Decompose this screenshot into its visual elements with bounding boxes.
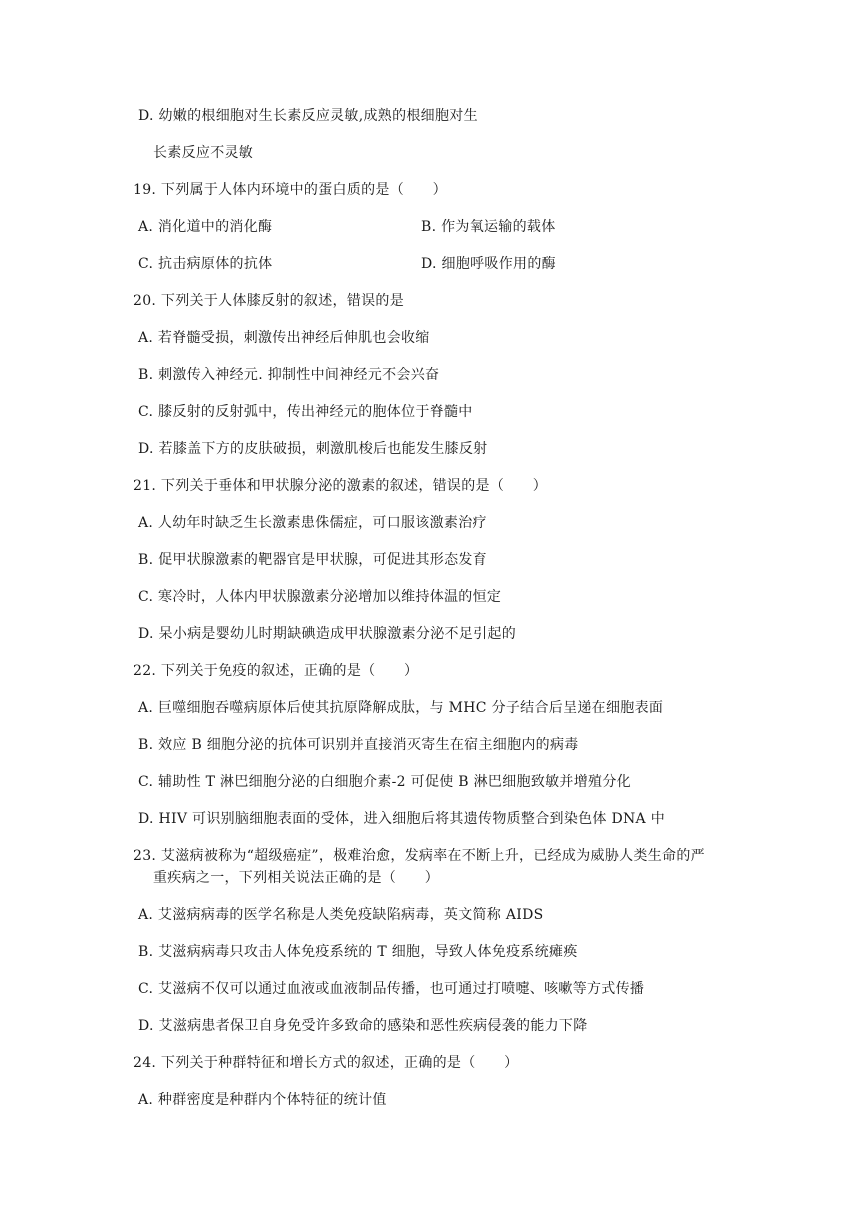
question-21-option-b: B. 促甲状腺激素的靶器官是甲状腺，可促进其形态发育 bbox=[138, 552, 487, 568]
question-21-option-d: D. 呆小病是婴幼儿时期缺碘造成甲状腺激素分泌不足引起的 bbox=[138, 626, 517, 642]
question-19-stem: 19. 下列属于人体内环境中的蛋白质的是（ ） bbox=[133, 182, 447, 198]
question-23-option-a: A. 艾滋病病毒的医学名称是人类免疫缺陷病毒，英文简称 AIDS bbox=[138, 907, 544, 923]
question-21-option-a: A. 人幼年时缺乏生长激素患侏儒症，可口服该激素治疗 bbox=[138, 515, 487, 531]
question-23-option-c: C. 艾滋病不仅可以通过血液或血液制品传播，也可通过打喷嚏、咳嗽等方式传播 bbox=[138, 981, 645, 997]
question-21-stem: 21. 下列关于垂体和甲状腺分泌的激素的叙述，错误的是（ ） bbox=[133, 478, 548, 494]
question-19-option-a: A. 消化道中的消化酶 bbox=[138, 219, 273, 235]
question-23-option-b: B. 艾滋病病毒只攻击人体免疫系统的 T 细胞，导致人体免疫系统瘫痪 bbox=[138, 944, 578, 960]
question-22-option-d: D. HIV 可识别脑细胞表面的受体，进入细胞后将其遗传物质整合到染色体 DNA 中 bbox=[138, 811, 666, 827]
question-23-stem-continued: 重疾病之一，下列相关说法正确的是（ ） bbox=[153, 870, 439, 886]
question-20-option-b: B. 刺激传入神经元. 抑制性中间神经元不会兴奋 bbox=[138, 367, 440, 383]
question-22-option-a: A. 巨噬细胞吞噬病原体后使其抗原降解成肽，与 MHC 分子结合后呈递在细胞表面 bbox=[138, 700, 664, 716]
question-22-option-b: B. 效应 B 细胞分泌的抗体可识别并直接消灭寄生在宿主细胞内的病毒 bbox=[138, 737, 579, 753]
question-23-option-d: D. 艾滋病患者保卫自身免受许多致命的感染和恶性疾病侵袭的能力下降 bbox=[138, 1018, 588, 1034]
question-24-option-a: A. 种群密度是种群内个体特征的统计值 bbox=[138, 1092, 387, 1108]
question-23-stem: 23. 艾滋病被称为“超级癌症”，极难治愈，发病率在不断上升，已经成为威胁人类生命的严 bbox=[133, 848, 705, 864]
question-20-option-c: C. 膝反射的反射弧中，传出神经元的胞体位于脊髓中 bbox=[138, 404, 473, 420]
question-22-option-c: C. 辅助性 T 淋巴细胞分泌的白细胞介素-2 可促使 B 淋巴细胞致敏并增殖分化 bbox=[138, 774, 631, 790]
question-22-stem: 22. 下列关于免疫的叙述，正确的是（ ） bbox=[133, 663, 419, 679]
question-20-option-a: A. 若脊髓受损，刺激传出神经后伸肌也会收缩 bbox=[138, 330, 430, 346]
option-d-previous-continued: 长素反应不灵敏 bbox=[153, 145, 254, 161]
question-19-option-c: C. 抗击病原体的抗体 bbox=[138, 256, 273, 272]
question-20-stem: 20. 下列关于人体膝反射的叙述，错误的是 bbox=[133, 293, 405, 309]
question-20-option-d: D. 若膝盖下方的皮肤破损，刺激肌梭后也能发生膝反射 bbox=[138, 441, 488, 457]
question-19-option-b: B. 作为氧运输的载体 bbox=[421, 219, 556, 235]
question-19-option-d: D. 细胞呼吸作用的酶 bbox=[421, 256, 556, 272]
question-21-option-c: C. 寒冷时，人体内甲状腺激素分泌增加以维持体温的恒定 bbox=[138, 589, 502, 605]
question-24-stem: 24. 下列关于种群特征和增长方式的叙述，正确的是（ ） bbox=[133, 1055, 519, 1071]
option-d-previous: D. 幼嫩的根细胞对生长素反应灵敏,成熟的根细胞对生 bbox=[138, 108, 478, 124]
